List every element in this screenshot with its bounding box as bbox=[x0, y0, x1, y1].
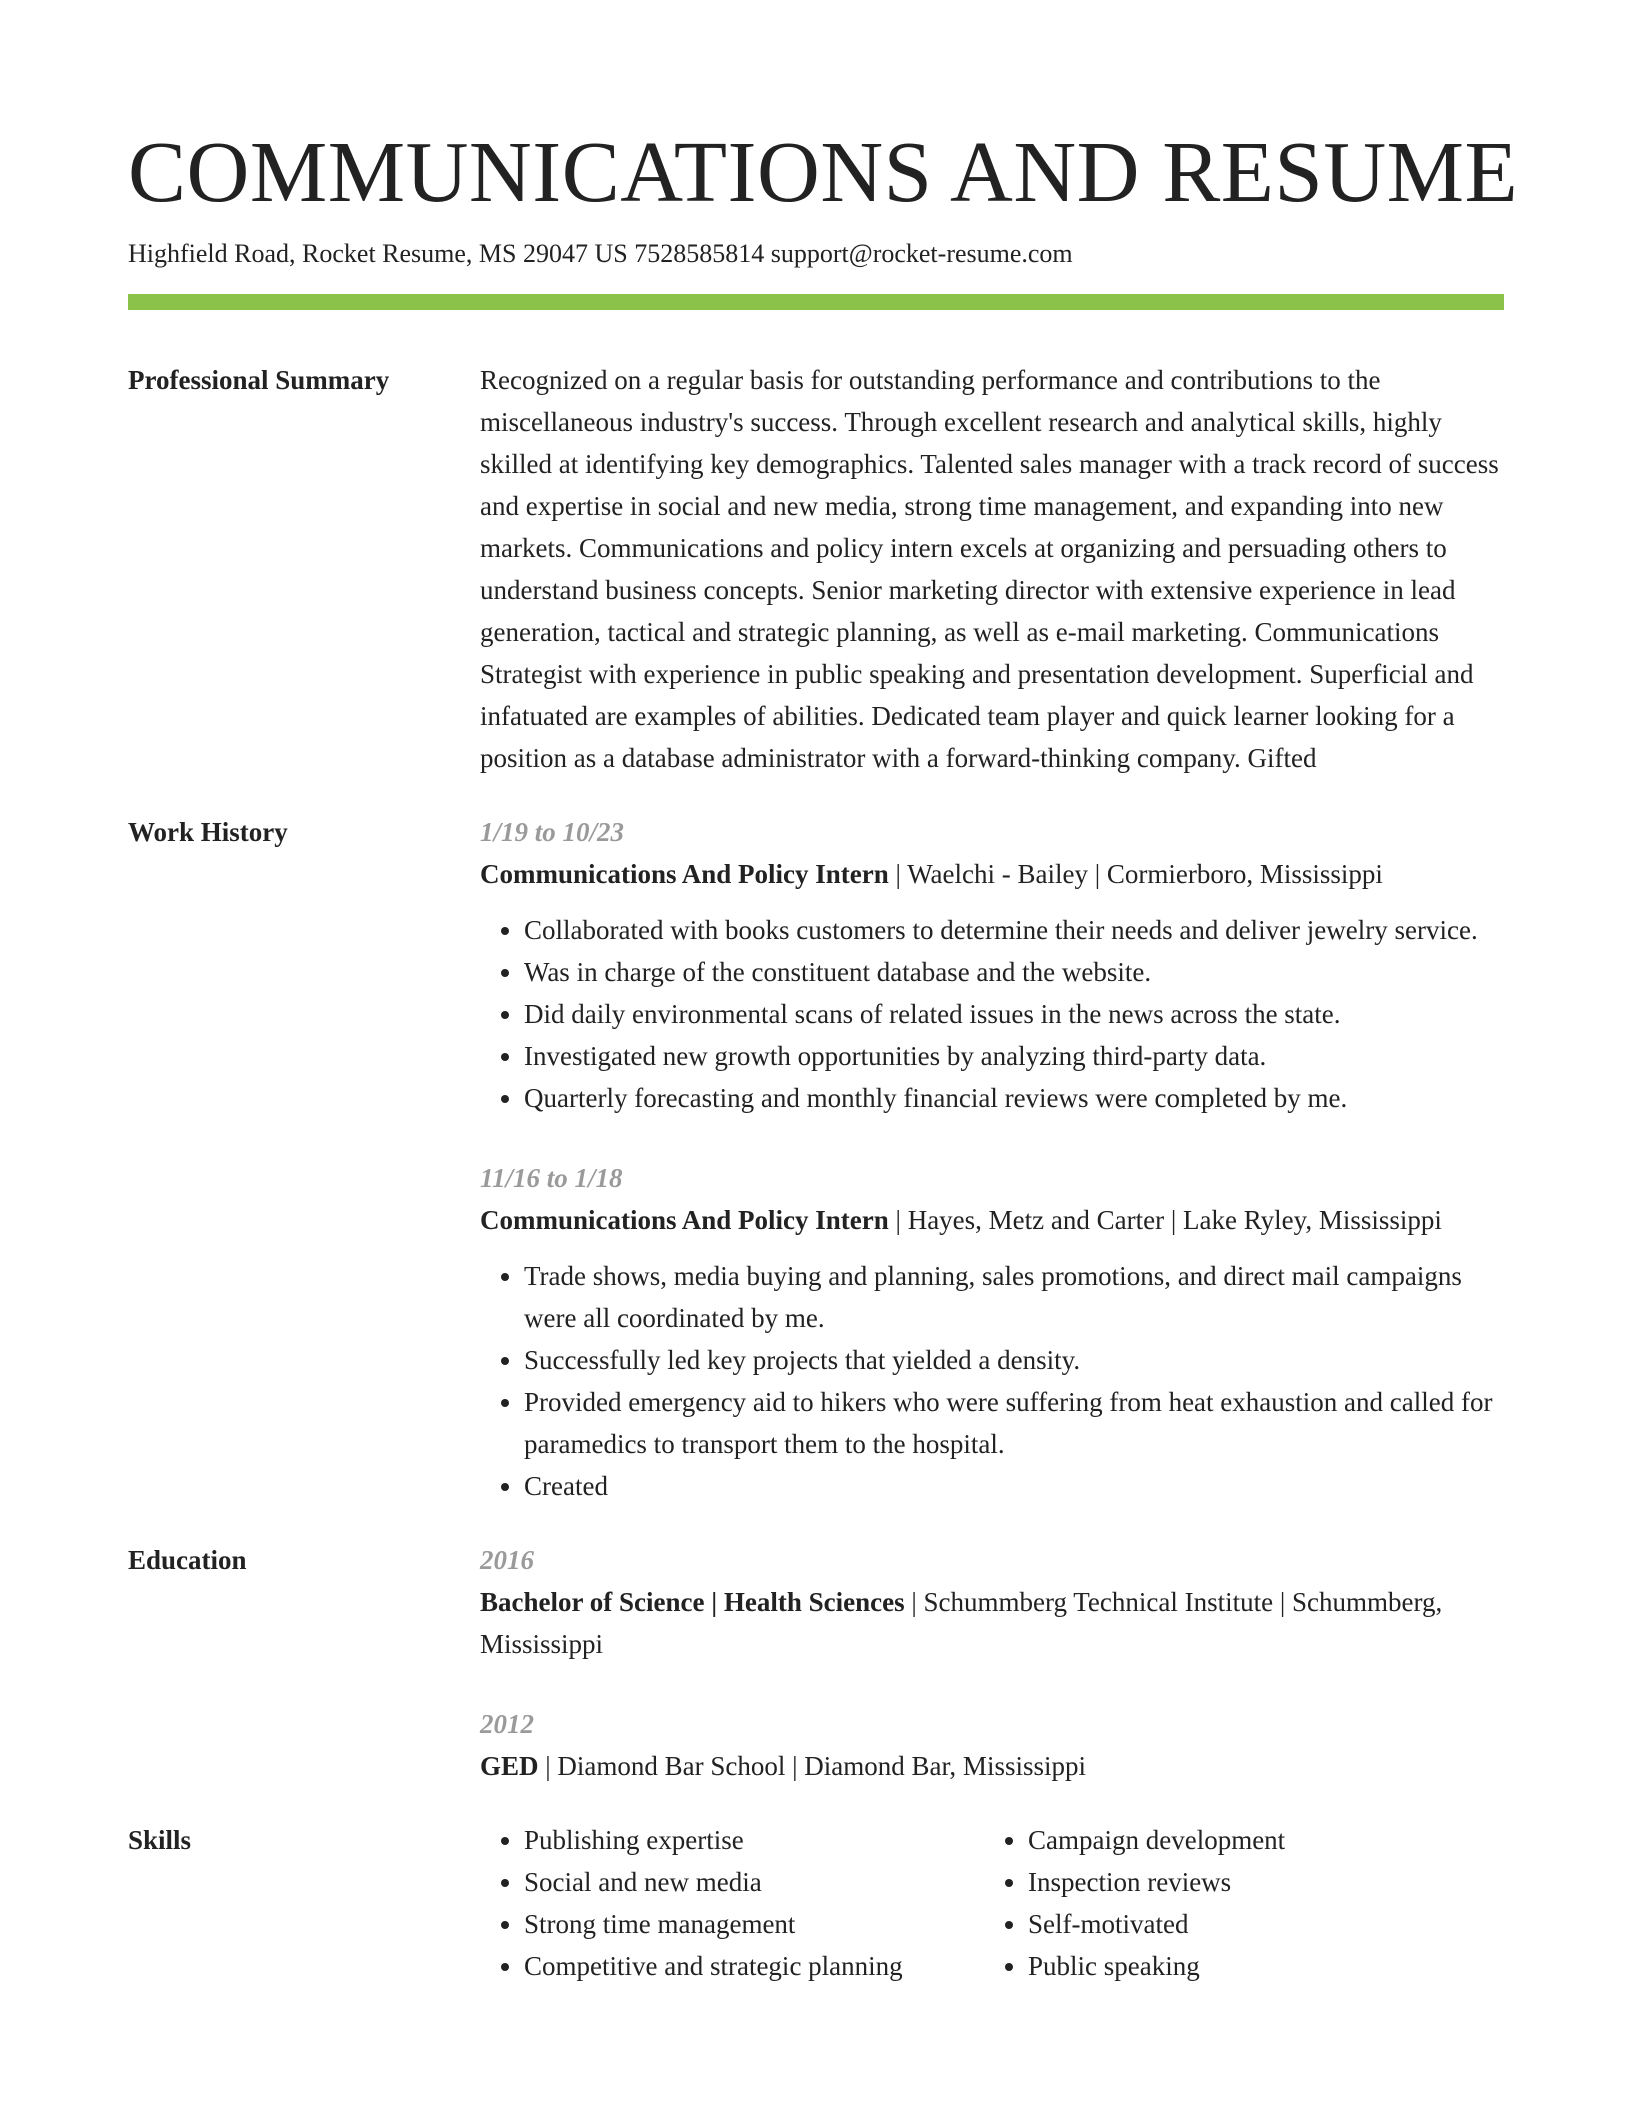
skills-column-left bbox=[480, 1819, 984, 1987]
work-history-section bbox=[128, 811, 1504, 1507]
job-title: Communications And Policy Intern bbox=[480, 858, 889, 889]
skills-body bbox=[480, 1819, 1504, 1987]
work-history-heading: Work History bbox=[128, 816, 288, 847]
education-entry bbox=[480, 1539, 1504, 1665]
job-bullet: • Was in charge of the constituent database and the website. bbox=[524, 951, 1504, 993]
job-details: | Hayes, Metz and Carter | Lake Ryley, Mississippi bbox=[888, 1204, 1442, 1235]
skills-columns bbox=[480, 1819, 1504, 1987]
education-line bbox=[480, 1745, 1504, 1787]
job-entry bbox=[480, 811, 1504, 1119]
education-year: 2016 bbox=[480, 1544, 534, 1575]
education-entry bbox=[480, 1703, 1504, 1787]
work-history-list bbox=[480, 811, 1504, 1507]
job-bullet: • Trade shows, media buying and planning, sales promotions, and direct mail campaigns were all coordinated by me. bbox=[524, 1255, 1504, 1339]
job-bullet: • Quarterly forecasting and monthly financial reviews were completed by me. bbox=[524, 1077, 1504, 1119]
education-year: 2012 bbox=[480, 1708, 534, 1739]
job-details: | Waelchi - Bailey | Cormierboro, Mississippi bbox=[888, 858, 1383, 889]
education-heading: Education bbox=[128, 1544, 247, 1575]
resume-title: COMMUNICATIONS AND RESUME bbox=[128, 123, 1519, 220]
education-list bbox=[480, 1539, 1504, 1787]
education-details: | Schummberg Technical Institute | Schummberg, Mississippi bbox=[480, 1586, 1443, 1659]
job-title: Communications And Policy Intern bbox=[480, 1204, 889, 1235]
job-bullet: • Successfully led key projects that yielded a density. bbox=[524, 1339, 1504, 1381]
job-bullet: • Did daily environmental scans of related issues in the news across the state. bbox=[524, 993, 1504, 1035]
skill-item: • Public speaking bbox=[1028, 1945, 1488, 1987]
education-line bbox=[480, 1581, 1504, 1665]
job-role-line bbox=[480, 853, 1504, 895]
skills-heading: Skills bbox=[128, 1824, 192, 1855]
job-entry bbox=[480, 1157, 1504, 1507]
skill-item: • Campaign development bbox=[1028, 1819, 1488, 1861]
summary-section bbox=[128, 359, 1504, 779]
summary-heading: Professional Summary bbox=[128, 364, 390, 395]
skills-section bbox=[128, 1819, 1504, 1987]
job-bullet: • Investigated new growth opportunities by analyzing third-party data. bbox=[524, 1035, 1504, 1077]
job-bullet: • Provided emergency aid to hikers who were suffering from heat exhaustion and called for paramedics to transport them to the hospital. bbox=[524, 1381, 1504, 1465]
contact-info: Highfield Road, Rocket Resume, MS 29047 US 7528585814 support@rocket-resume.com bbox=[128, 239, 1073, 268]
job-bullets bbox=[480, 1255, 1504, 1507]
job-role-line bbox=[480, 1199, 1504, 1241]
skills-column-right bbox=[984, 1819, 1488, 1987]
skill-item: • Inspection reviews bbox=[1028, 1861, 1488, 1903]
skill-item: • Publishing expertise bbox=[524, 1819, 984, 1861]
education-section bbox=[128, 1539, 1504, 1787]
skill-item: • Self-motivated bbox=[1028, 1903, 1488, 1945]
job-dates: 1/19 to 10/23 bbox=[480, 816, 625, 847]
education-details: | Diamond Bar School | Diamond Bar, Mississippi bbox=[538, 1750, 1086, 1781]
education-degree: Bachelor of Science | Health Sciences bbox=[480, 1586, 905, 1617]
resume-page bbox=[128, 0, 1519, 1987]
skill-item: • Social and new media bbox=[524, 1861, 984, 1903]
accent-divider bbox=[128, 294, 1504, 310]
job-bullet: • Collaborated with books customers to determine their needs and deliver jewelry service. bbox=[524, 909, 1504, 951]
skill-item: • Competitive and strategic planning bbox=[524, 1945, 984, 1987]
job-bullets bbox=[480, 909, 1504, 1119]
education-degree: GED bbox=[480, 1750, 539, 1781]
skill-item: • Strong time management bbox=[524, 1903, 984, 1945]
job-dates: 11/16 to 1/18 bbox=[480, 1162, 623, 1193]
job-bullet: • Created bbox=[524, 1465, 1504, 1507]
summary-text: Recognized on a regular basis for outstanding performance and contributions to the miscellaneous industry's success. Through excellent research and analytical skills, highly skilled at identifying key demographics. Talented sales manager with a track record of success and expertise in social and new media, strong time management, and expanding into new markets. Communications and policy intern excels at organizing and persuading others to understand business concepts. Senior marketing director with extensive experience in lead generation, tactical and strategic planning, as well as e-mail marketing. Communications Strategist with experience in public speaking and presentation development. Superficial and infatuated are examples of abilities. Dedicated team player and quick learner looking for a position as a database administrator with a forward-thinking company. Gifted bbox=[480, 364, 1499, 773]
